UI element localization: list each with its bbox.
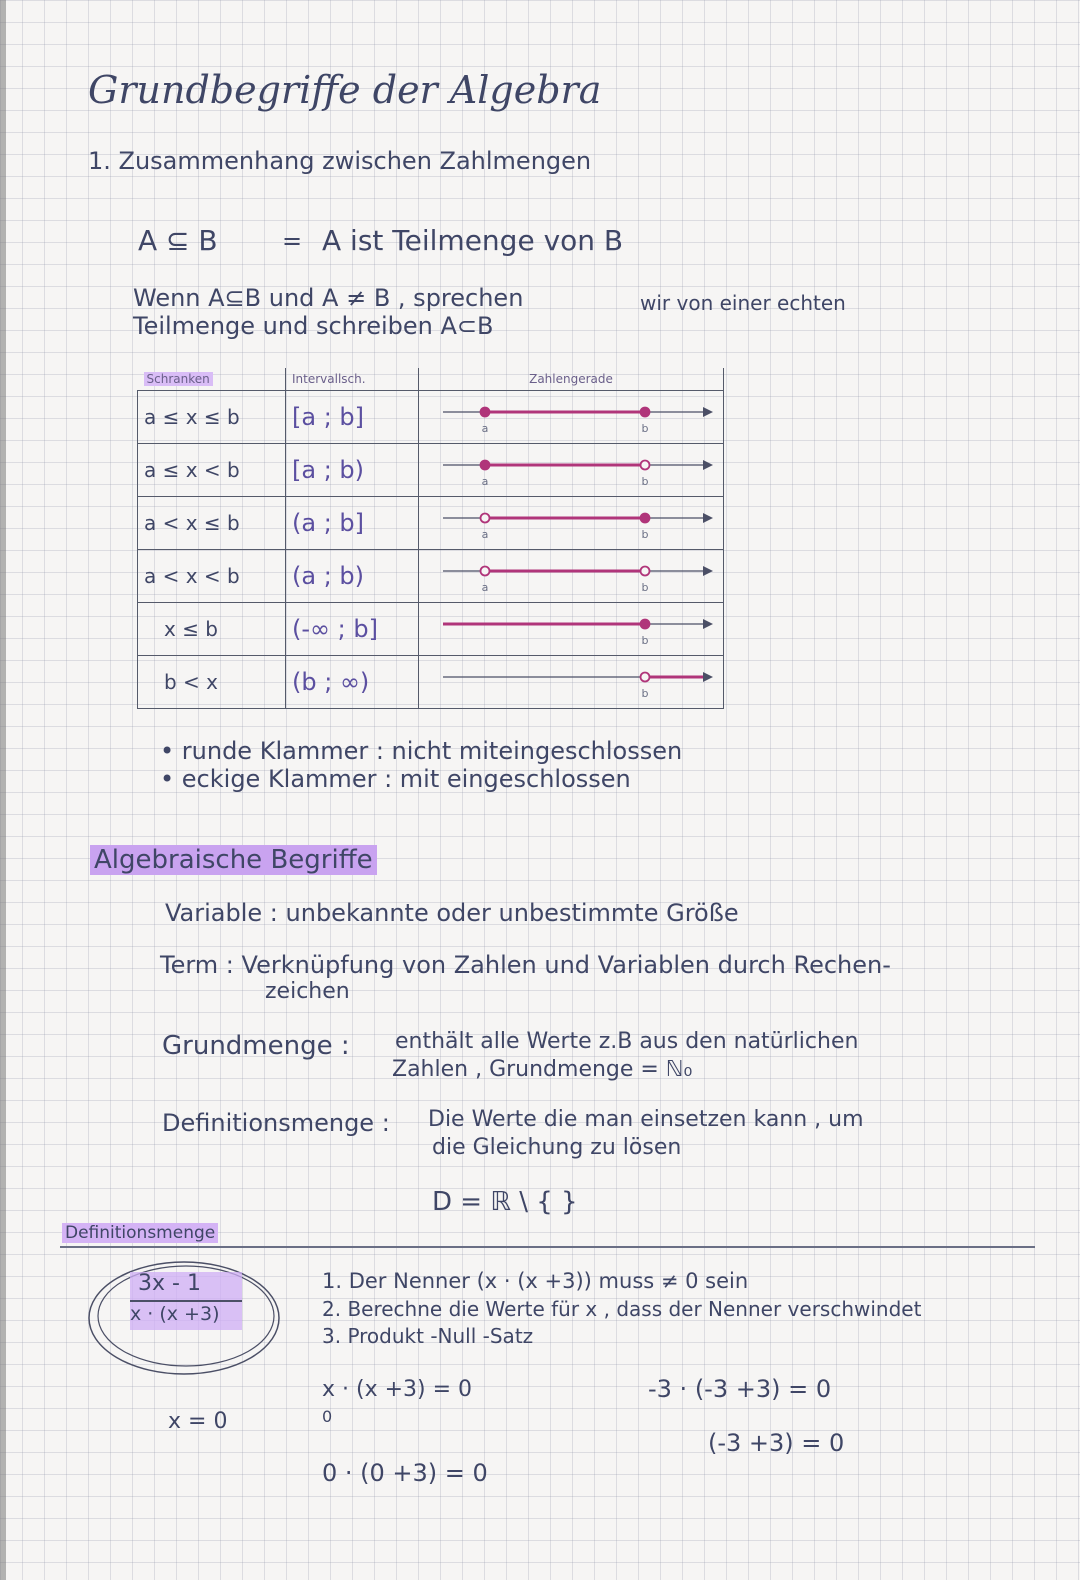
inequality-cell: a ≤ x ≤ b — [138, 391, 286, 444]
step-2: 2. Berechne die Werte für x , dass der Nenner verschwindet — [322, 1297, 922, 1321]
def-term: Term : Verknüpfung von Zahlen und Variablen durch Rechen- — [160, 951, 891, 979]
interval-table — [137, 368, 724, 709]
fraction-numerator: 3x - 1 — [138, 1271, 201, 1296]
equation-minus3-check: -3 · (-3 +3) = 0 — [648, 1375, 832, 1403]
def-term-cont: zeichen — [265, 979, 350, 1004]
right-endpoint — [641, 514, 650, 523]
interval-cell: [a ; b) — [286, 444, 419, 497]
number-line-cell — [419, 656, 724, 709]
number-line — [425, 445, 717, 495]
axis-arrow — [703, 566, 713, 576]
interval-cell: (a ; b] — [286, 497, 419, 550]
table-header: Schranken — [138, 368, 286, 391]
subset-definition: A ist Teilmenge von B — [322, 224, 624, 257]
interval-cell: [a ; b] — [286, 391, 419, 444]
number-line-cell — [419, 550, 724, 603]
subset-equals: = — [282, 227, 303, 255]
number-line-cell — [419, 444, 724, 497]
section1-heading: 1. Zusammenhang zwischen Zahlmengen — [88, 147, 592, 175]
x-zero: x = 0 — [168, 1409, 228, 1434]
proper-subset-line1b: wir von einer echten — [640, 291, 846, 315]
table-row — [138, 603, 724, 656]
fraction-bar — [130, 1300, 242, 1302]
left-endpoint — [481, 514, 490, 523]
number-line — [425, 657, 717, 707]
number-line — [425, 392, 717, 442]
inequality-cell: a < x < b — [138, 550, 286, 603]
number-line — [425, 498, 717, 548]
axis-arrow — [703, 619, 713, 629]
left-endpoint-label: a — [481, 581, 489, 594]
definitionsmenge-text2: die Gleichung zu lösen — [432, 1135, 682, 1160]
right-endpoint — [641, 673, 650, 682]
definitionsmenge-label: Definitionsmenge : — [162, 1109, 390, 1137]
inequality-cell: a < x ≤ b — [138, 497, 286, 550]
table-header: Zahlengerade — [419, 368, 724, 391]
page-title: Grundbegriffe der Algebra — [88, 68, 602, 112]
proper-subset-line2: Teilmenge und schreiben A⊂B — [133, 312, 494, 340]
right-endpoint-label: b — [641, 687, 649, 700]
axis-arrow — [703, 513, 713, 523]
table-header: Intervallsch. — [286, 368, 419, 391]
right-endpoint-label: b — [641, 422, 649, 435]
right-endpoint-label: b — [641, 528, 649, 541]
equation-product: x · (x +3) = 0 — [322, 1377, 473, 1402]
left-endpoint-label: a — [481, 528, 489, 541]
grundmenge-label: Grundmenge : — [162, 1031, 350, 1061]
left-endpoint — [481, 567, 490, 576]
divider — [60, 1246, 1035, 1248]
right-endpoint — [641, 620, 650, 629]
number-line-cell — [419, 603, 724, 656]
right-endpoint — [641, 408, 650, 417]
step-3: 3. Produkt -Null -Satz — [322, 1324, 534, 1348]
table-row — [138, 656, 724, 709]
section2-heading: Algebraische Begriffe — [90, 846, 377, 875]
left-endpoint-label: a — [481, 475, 489, 488]
inequality-cell: x ≤ b — [138, 603, 286, 656]
table-row — [138, 497, 724, 550]
grundmenge-text2: Zahlen , Grundmenge = ℕ₀ — [392, 1057, 693, 1082]
definitionsmenge-text1: Die Werte die man einsetzen kann , um — [428, 1107, 864, 1132]
table-row — [138, 550, 724, 603]
def-variable: Variable : unbekannte oder unbestimmte Größe — [165, 899, 739, 927]
proper-subset-line1: Wenn A⊆B und A ≠ B , sprechen — [133, 284, 524, 312]
number-line-cell — [419, 391, 724, 444]
grundmenge-text1: enthält alle Werte z.B aus den natürlichen — [395, 1029, 859, 1054]
fraction-denominator: x · (x +3) — [130, 1303, 220, 1325]
number-line — [425, 604, 717, 654]
right-endpoint — [641, 567, 650, 576]
equation-product-sub: 0 — [322, 1407, 333, 1426]
note-round-bracket: • runde Klammer : nicht miteingeschlossen — [160, 737, 683, 765]
right-endpoint-label: b — [641, 475, 649, 488]
left-endpoint-label: a — [481, 422, 489, 435]
subset-symbol: A ⊆ B — [138, 224, 218, 257]
right-endpoint-label: b — [641, 634, 649, 647]
interval-cell: (b ; ∞) — [286, 656, 419, 709]
interval-cell: (-∞ ; b] — [286, 603, 419, 656]
table-row — [138, 444, 724, 497]
left-endpoint — [481, 408, 490, 417]
left-endpoint — [481, 461, 490, 470]
axis-arrow — [703, 460, 713, 470]
table-row — [138, 391, 724, 444]
section3-label: Definitionsmenge — [62, 1224, 218, 1243]
right-endpoint — [641, 461, 650, 470]
right-endpoint-label: b — [641, 581, 649, 594]
equation-zero-check: 0 · (0 +3) = 0 — [322, 1459, 488, 1487]
note-square-bracket: • eckige Klammer : mit eingeschlossen — [160, 765, 631, 793]
page-edge — [0, 0, 6, 1580]
inequality-cell: a ≤ x < b — [138, 444, 286, 497]
equation-minus3-factor: (-3 +3) = 0 — [708, 1429, 845, 1457]
number-line — [425, 551, 717, 601]
number-line-cell — [419, 497, 724, 550]
step-1: 1. Der Nenner (x · (x +3)) muss ≠ 0 sein — [322, 1269, 749, 1293]
definitionsmenge-formula: D = ℝ \ { } — [432, 1187, 578, 1217]
axis-arrow — [703, 407, 713, 417]
inequality-cell: b < x — [138, 656, 286, 709]
axis-arrow — [703, 672, 713, 682]
interval-cell: (a ; b) — [286, 550, 419, 603]
